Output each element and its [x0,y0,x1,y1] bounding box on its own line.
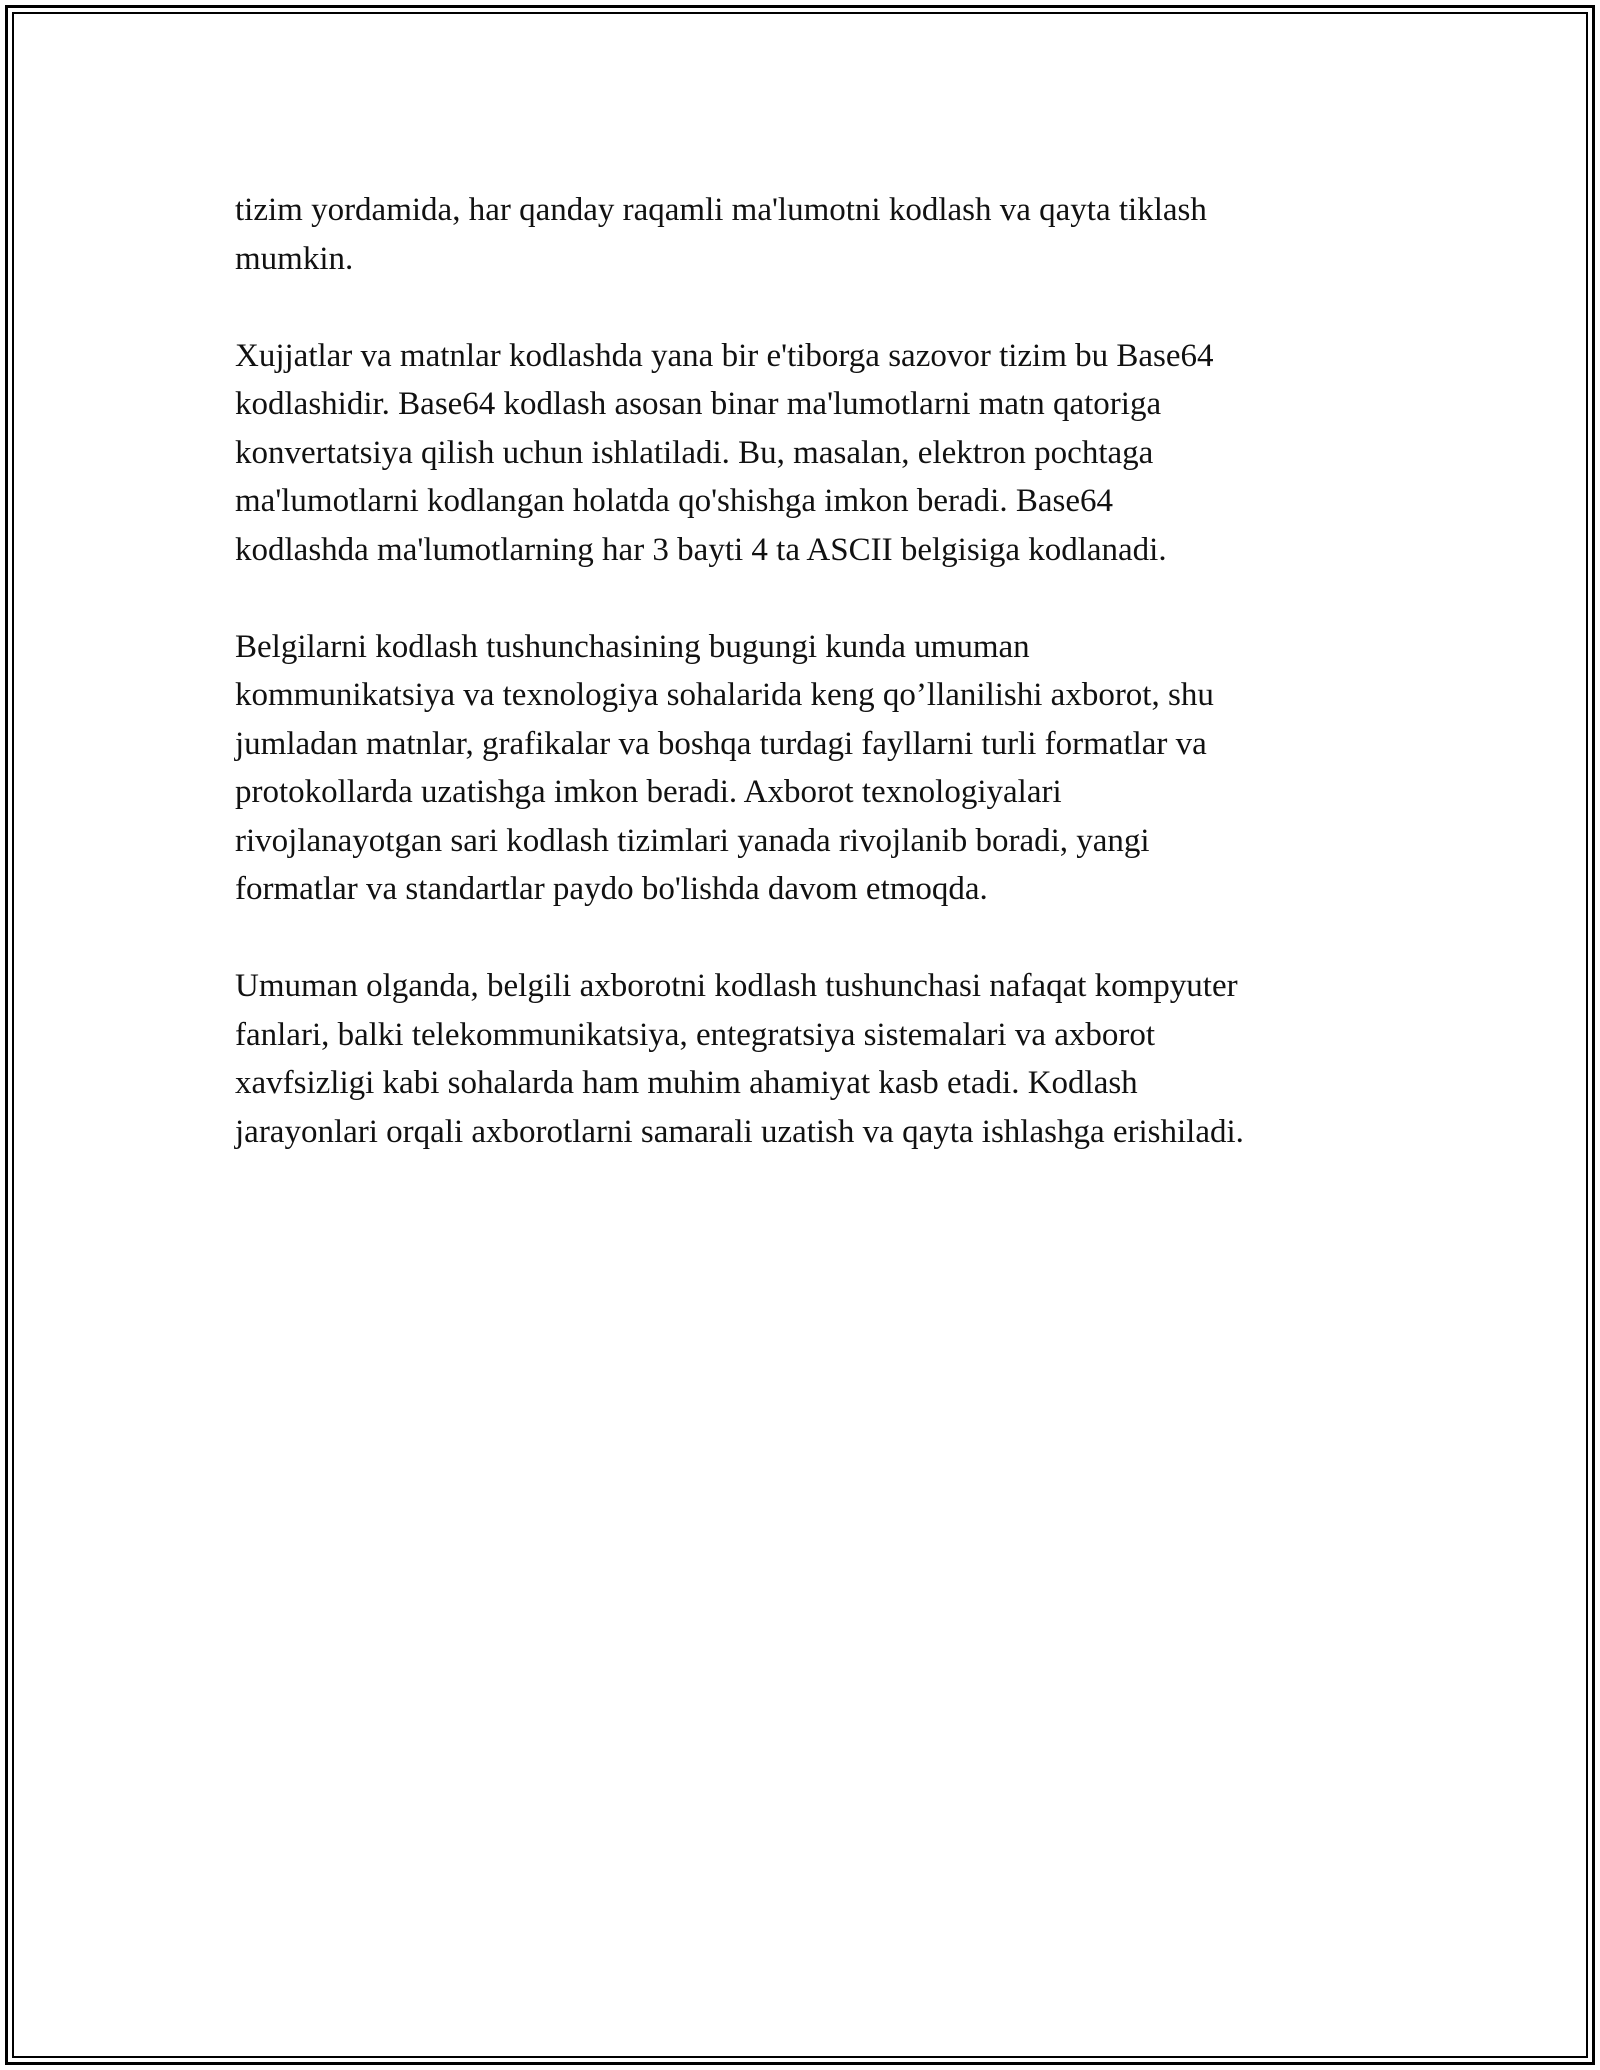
text-line: tizim yordamida, har qanday raqamli ma'lumotni kodlash va qayta tiklash [235,192,1207,228]
text-line: fanlari, balki telekommunikatsiya, entegratsiya sistemalari va axborot [235,1016,1156,1053]
text-line: rivojlanayotgan sari kodlash tizimlari yanada rivojlanib boradi, yangi [235,822,1150,859]
text-line: protokollarda uzatishga imkon beradi. Axborot texnologiyalari [235,774,1062,810]
text-line: kodlashda ma'lumotlarning har 3 bayti 4 ta ASCII belgisiga kodlanadi. [235,531,1167,568]
text-line: kodlashidir. Base64 kodlash asosan binar ma'lumotlarni matn qatoriga [235,386,1162,422]
paragraph-2 [235,332,1375,575]
paragraph-4 [235,962,1375,1156]
text-line: jarayonlari orqali axborotlarni samarali uzatish va qayta ishlashga erishiladi. [235,1113,1244,1150]
page-body [235,186,1375,1205]
text-line: kommunikatsiya va texnologiya sohalarida keng qo’llanilishi axborot, shu [235,677,1214,713]
text-line: formatlar va standartlar paydo bo'lishda davom etmoqda. [235,871,988,907]
text-line: jumladan matnlar, grafikalar va boshqa turdagi fayllarni turli formatlar va [235,725,1207,762]
text-line: konvertatsiya qilish uchun ishlatiladi. Bu, masalan, elektron pochtaga [235,434,1154,471]
paragraph-3 [235,623,1375,914]
paragraph-1 [235,186,1375,283]
text-line: mumkin. [235,240,354,277]
text-line: Xujjatlar va matnlar kodlashda yana bir e'tiborga sazovor tizim bu Base64 [235,337,1214,374]
text-line: Belgilarni kodlash tushunchasining bugungi kunda umuman [235,628,1030,665]
text-line: ma'lumotlarni kodlangan holatda qo'shishga imkon beradi. Base64 [235,483,1113,519]
text-line: Umuman olganda, belgili axborotni kodlash tushunchasi nafaqat kompyuter [235,968,1238,1004]
text-line: xavfsizligi kabi sohalarda ham muhim ahamiyat kasb etadi. Kodlash [235,1065,1138,1101]
